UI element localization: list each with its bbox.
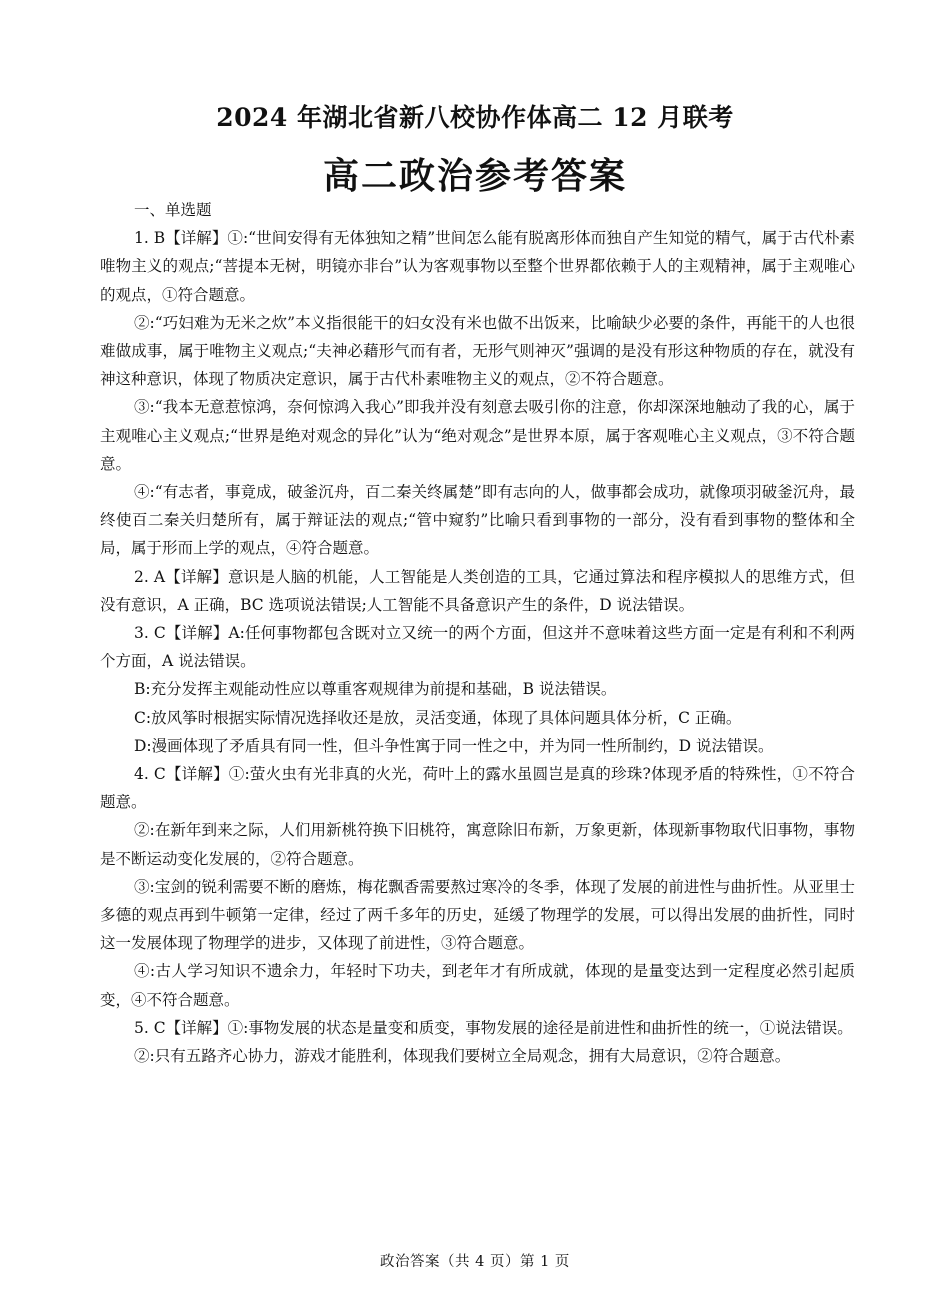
section-heading: 一、单选题: [134, 201, 212, 219]
answer-paragraph: D:漫画体现了矛盾具有同一性，但斗争性寓于同一性之中，并为同一性所制约，D 说法错误。: [134, 736, 774, 755]
answer-paragraph: 4. C【详解】①:萤火虫有光非真的火光，荷叶上的露水虽圆岂是真的珍珠?体现矛盾的特殊性，①不符合题意。: [100, 765, 855, 812]
answer-content: [100, 196, 855, 1070]
answer-paragraph: ④:古人学习知识不遗余力，年轻时下功夫，到老年才有所成就，体现的是量变达到一定程度必然引起质变，④不符合题意。: [100, 962, 855, 1009]
answer-paragraph: 2. A【详解】意识是人脑的机能，人工智能是人类创造的工具，它通过算法和程序模拟人的思维方式，但没有意识，A 正确，BC 选项说法错误;人工智能不具备意识产生的条件，D 说法错误。: [100, 567, 855, 614]
answer-paragraph: C:放风筝时根据实际情况选择收还是放，灵活变通，体现了具体问题具体分析，C 正确。: [134, 708, 742, 727]
answer-paragraph: ③:宝剑的锐利需要不断的磨炼，梅花飘香需要熬过寒冷的冬季，体现了发展的前进性与曲折性。从亚里士多德的观点再到牛顿第一定律，经过了两千多年的历史，延缓了物理学的发展，可以得出发展的曲折性，同时这一发展体现了物理学的进步，又体现了前进性，③符合题意。: [100, 877, 855, 953]
answer-paragraph: 3. C【详解】A:任何事物都包含既对立又统一的两个方面，但这并不意味着这些方面一定是有利和不利两个方面，A 说法错误。: [100, 624, 855, 671]
answer-paragraph: 5. C【详解】①:事物发展的状态是量变和质变，事物发展的途径是前进性和曲折性的统一，①说法错误。: [134, 1018, 853, 1037]
answer-paragraph: ③:“我本无意惹惊鸿，奈何惊鸿入我心”即我并没有刻意去吸引你的注意，你却深深地触动了我的心，属于主观唯心主义观点;“世界是绝对观念的异化”认为“绝对观念”是世界本原，属于客观唯心主义观点，③不符合题意。: [100, 398, 855, 473]
answer-paragraph: ②:“巧妇难为无米之炊”本义指很能干的妇女没有米也做不出饭来，比喻缺少必要的条件，再能干的人也很难做成事，属于唯物主义观点;“夫神必藉形气而有者，无形气则神灭”强调的是没有形这种物质的存在，就没有神这种意识，体现了物质决定意识，属于古代朴素唯物主义的观点，②不符合题意。: [100, 313, 855, 389]
exam-title: 2024 年湖北省新八校协作体高二 12 月联考: [216, 103, 734, 132]
page-footer: 政治答案（共 4 页）第 1 页: [380, 1254, 570, 1270]
answer-paragraph: 1. B【详解】①:“世间安得有无体独知之精”世间怎么能有脱离形体而独自产生知觉的精气，属于古代朴素唯物主义的观点;“菩提本无树，明镜亦非台”认为客观事物以至整个世界都依赖于人的主观精神，属于主观唯心的观点，①符合题意。: [100, 229, 855, 304]
answer-paragraph: B:充分发挥主观能动性应以尊重客观规律为前提和基础，B 说法错误。: [134, 680, 617, 699]
answer-paragraph: ②:在新年到来之际，人们用新桃符换下旧桃符，寓意除旧布新，万象更新，体现新事物取代旧事物，事物是不断运动变化发展的，②符合题意。: [100, 821, 855, 868]
answer-paragraph: ④:“有志者，事竟成，破釜沉舟，百二秦关终属楚”即有志向的人，做事都会成功，就像项羽破釜沉舟，最终使百二秦关归楚所有，属于辩证法的观点;“管中窥豹”比喻只看到事物的一部分，没有看到事物的整体和全局，属于形而上学的观点，④符合题意。: [100, 483, 855, 558]
answer-paragraph: ②:只有五路齐心协力，游戏才能胜利，体现我们要树立全局观念，拥有大局意识，②符合题意。: [134, 1047, 791, 1066]
document-title: 高二政治参考答案: [322, 155, 627, 197]
